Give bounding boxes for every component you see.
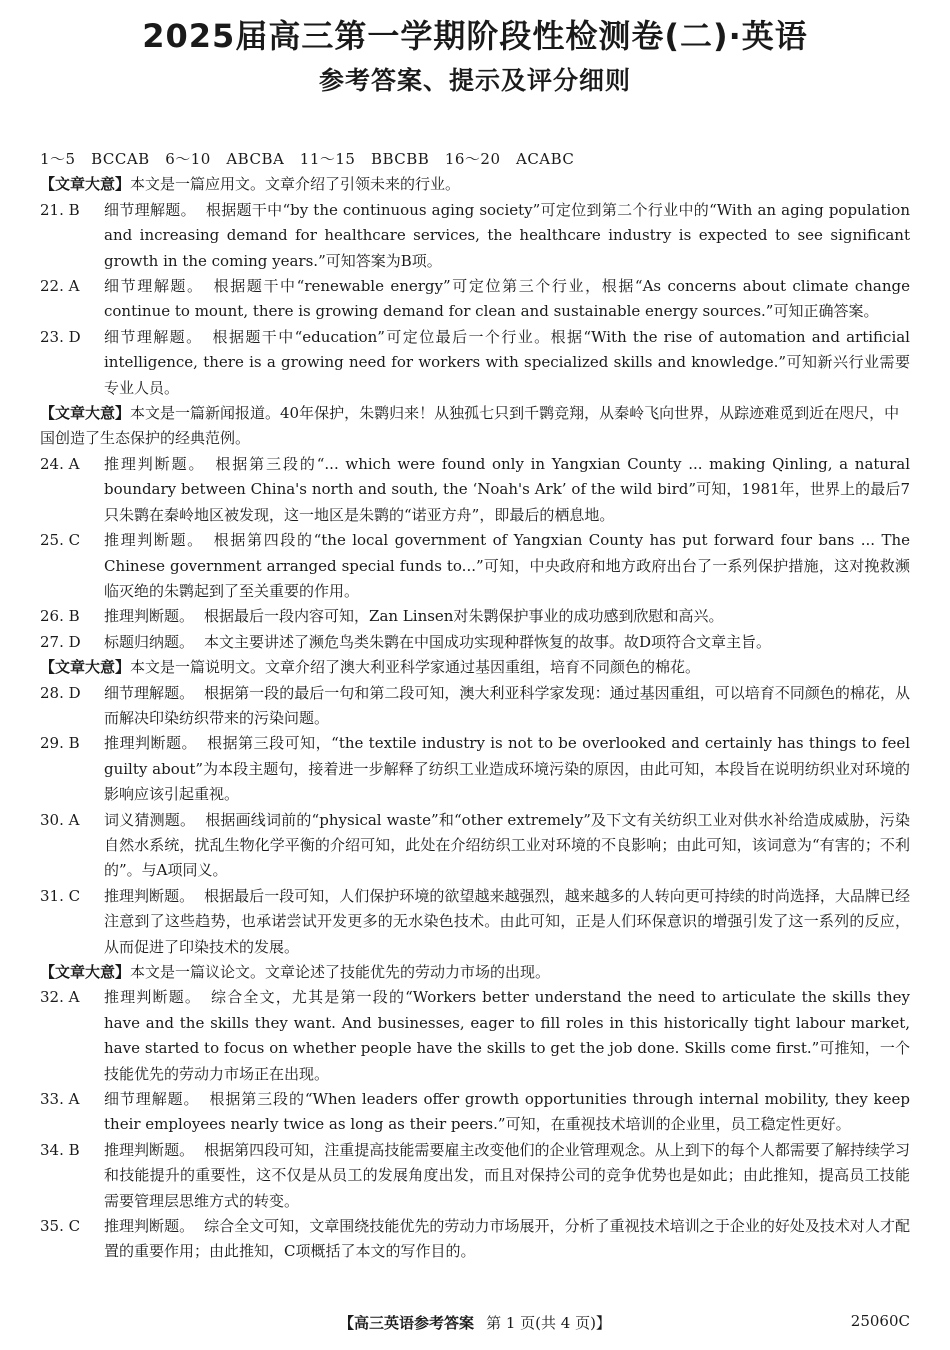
summary-label: 【文章大意】 [40,404,131,423]
explanation [104,1138,910,1214]
summary-label: 【文章大意】 [40,963,131,981]
page-footer [0,1312,950,1336]
explanation [104,198,910,274]
question-type: 推理判断题。 [104,886,195,905]
answer-item [40,884,910,960]
answer-item [40,1138,910,1214]
question-type: 推理判断题。 [104,988,202,1007]
question-number: 27. D [40,632,81,651]
question-type: 推理判断题。 [104,531,204,550]
question-number: 31. C [40,886,81,905]
summary-text: 本文是一篇说明文。文章介绍了澳大利亚科学家通过基因重组，培育不同颜色的棉花。 [130,658,701,677]
question-type: 推理判断题。 [104,1217,195,1236]
section-summary [40,960,910,985]
question-number: 33. A [40,1090,80,1109]
explanation-text: 本文主要讲述了濒危鸟类朱鹮在中国成功实现种群恢复的故事。故D项符合文章主旨。 [204,632,772,651]
page-subtitle: 参考答案、提示及评分细则 [318,66,631,95]
answer-item [40,452,910,528]
answer-item [40,325,910,401]
question-type: 推理判断题。 [104,607,195,626]
answer-item [40,630,910,655]
explanation-text: 根据画线词前的“physical waste”和“other extremely”及下文有关纺织工业对供水补给造成威胁，污染自然水系统，扰乱生物化学平衡的介绍可知，此处在介绍纺织工业对环境的不良影响；由此可知，该词意为“有害的；不利的”。与A项同义。 [104,810,910,880]
summary-text: 本文是一篇新闻报道。40年保护，朱鹮归来！从独孤七只到千鹮竞翔，从秦岭飞向世界，从踪迹难觅到近在咫尺，中国创造了生态保护的经典范例。 [40,404,900,448]
explanation-text: 根据第四段可知，注重提高技能需要雇主改变他们的企业管理观念。从上到下的每个人都需要了解持续学习和技能提升的重要性，这不仅是从员工的发展角度出发，而且对保持公司的竞争优势也是如此；由此推知，提高员工技能需要管理层思维方式的转变。 [104,1140,910,1210]
explanation [104,985,910,1087]
summary-text: 本文是一篇议论文。文章论述了技能优先的劳动力市场的出现。 [130,963,551,981]
question-type: 细节理解题。 [104,277,204,296]
footer-code: 25060C [850,1312,910,1330]
answer-item [40,731,910,807]
question-type: 细节理解题。 [104,327,203,346]
answer-item [40,198,910,274]
question-type: 推理判断题。 [104,734,198,753]
explanation [104,630,910,655]
explanation [104,325,910,401]
answer-item [40,985,910,1087]
question-number: 35. C [40,1217,81,1236]
explanation-text: 根据第一段的最后一句和第二段可知，澳大利亚科学家发现：通过基因重组，可以培育不同颜色的棉花，从而解决印染纺织带来的污染问题。 [104,683,910,727]
explanation-text: 根据题干中“education”可定位最后一个行业。根据“With the rise of automation and artificial intelligence, there is a growing need for workers with specialized skills and knowledge.”可知新兴行业需要专业人员。 [104,327,910,397]
question-number: 26. B [40,607,80,626]
answer-item [40,808,910,884]
explanation-text: 根据最后一段内容可知，Zan Linsen对朱鹮保护事业的成功感到欣慰和高兴。 [204,607,724,626]
explanation-text: 根据第三段可知，“the textile industry is not to be overlooked and certainly has things to feel guilty about”为本段主题句，接着进一步解释了纺织工业造成环境污染的原因，由此可知，本段旨在说明纺织业对环境的影响应该引起重视。 [104,734,910,804]
answer-item [40,681,910,732]
summary-label: 【文章大意】 [40,175,131,194]
answer-item [40,274,910,325]
explanation-text: 根据第三段的“When leaders offer growth opportunities through internal mobility, they keep their employees nearly twice as long as their peers.”可知，在重视技术培训的企业里，员工稳定性更好。 [104,1090,910,1134]
explanation-text: 根据题干中“renewable energy”可定位第三个行业，根据“As concerns about climate change continue to mount, there is growing demand for clean and sustainable energy sources.”可知正确答案。 [104,277,910,321]
explanation-text: 综合全文，尤其是第一段的“Workers better understand the need to articulate the skills they have and the skills they want. And businesses, eager to fill roles in this historically tight labour market, have started to focus on whether people have the skills to get the job done. Skills come first.”可推知，一个技能优先的劳动力市场正在出现。 [104,988,910,1083]
explanation [104,604,910,629]
footer-label: 【高三英语参考答案 [339,1314,475,1332]
question-number: 23. D [40,327,81,346]
page-title: 2025届高三第一学期阶段性检测卷(二)·英语 [142,17,808,55]
question-type: 标题归纳题。 [104,632,195,651]
summary-label: 【文章大意】 [40,658,131,677]
question-number: 30. A [40,810,80,829]
section-summary [40,401,910,452]
explanation [104,731,910,807]
explanation-text: 根据第三段的“... which were found only in Yangxian County ... making Qinling, a natural boundary between China's north and south, the ‘Noah's Ark’ of the wild bird”可知，1981年，世界上的最后7只朱鹮在秦岭地区被发现，这一地区是朱鹮的“诺亚方舟”，即最后的栖息地。 [104,454,910,524]
explanation [104,1087,910,1138]
question-number: 29. B [40,734,80,753]
explanation-text: 根据第四段的“the local government of Yangxian County has put forward four bans ... The Chinese government arranged special funds to...”可知，中央政府和地方政府出台了一系列保护措施，这对挽救濒临灭绝的朱鹮起到了至关重要的作用。 [104,531,910,600]
footer-page-number: 第 1 页(共 4 页)】 [486,1314,611,1332]
explanation [104,452,910,528]
answer-item [40,1214,910,1265]
answer-key: 1～5 BCCAB 6～10 ABCBA 11～15 BBCBB 16～20 ACABC [40,150,575,168]
question-number: 24. A [40,454,80,473]
question-number: 25. C [40,531,81,550]
question-number: 32. A [40,988,80,1007]
question-type: 推理判断题。 [104,1140,195,1159]
question-type: 细节理解题。 [104,200,196,219]
explanation [104,274,910,325]
explanation [104,884,910,960]
section-summary [40,655,910,680]
section-summary [40,172,910,197]
explanation-text: 根据题干中“by the continuous aging society”可定位到第二个行业中的“With an aging population and increasing demand for healthcare services, the healthcare industry is expected to see significant growth in the coming years.”可知答案为B项。 [104,200,910,270]
explanation [104,1214,910,1265]
question-type: 推理判断题。 [104,454,206,473]
question-type: 细节理解题。 [104,683,195,702]
question-number: 21. B [40,200,80,219]
explanation [104,528,910,604]
footer-center [0,1312,950,1333]
summary-text: 本文是一篇应用文。文章介绍了引领未来的行业。 [130,175,461,194]
explanation-text: 根据最后一段可知，人们保护环境的欲望越来越强烈，越来越多的人转向更可持续的时尚选择，大品牌已经注意到了这些趋势，也承诺尝试开发更多的无水染色技术。由此可知，正是人们环保意识的增强引发了这一系列的反应，从而促进了印染技术的发展。 [104,886,910,956]
explanation [104,681,910,732]
question-number: 22. A [40,277,80,296]
question-number: 34. B [40,1140,80,1159]
answer-content [40,147,910,1265]
answer-item [40,1087,910,1138]
explanation-text: 综合全文可知，文章围绕技能优先的劳动力市场展开，分析了重视技术培训之于企业的好处及技术对人才配置的重要作用；由此推知，C项概括了本文的写作目的。 [104,1217,910,1261]
answer-item [40,604,910,629]
question-type: 细节理解题。 [104,1090,200,1109]
question-type: 词义猜测题。 [104,810,196,829]
question-number: 28. D [40,683,81,702]
answer-item [40,528,910,604]
explanation [104,808,910,884]
